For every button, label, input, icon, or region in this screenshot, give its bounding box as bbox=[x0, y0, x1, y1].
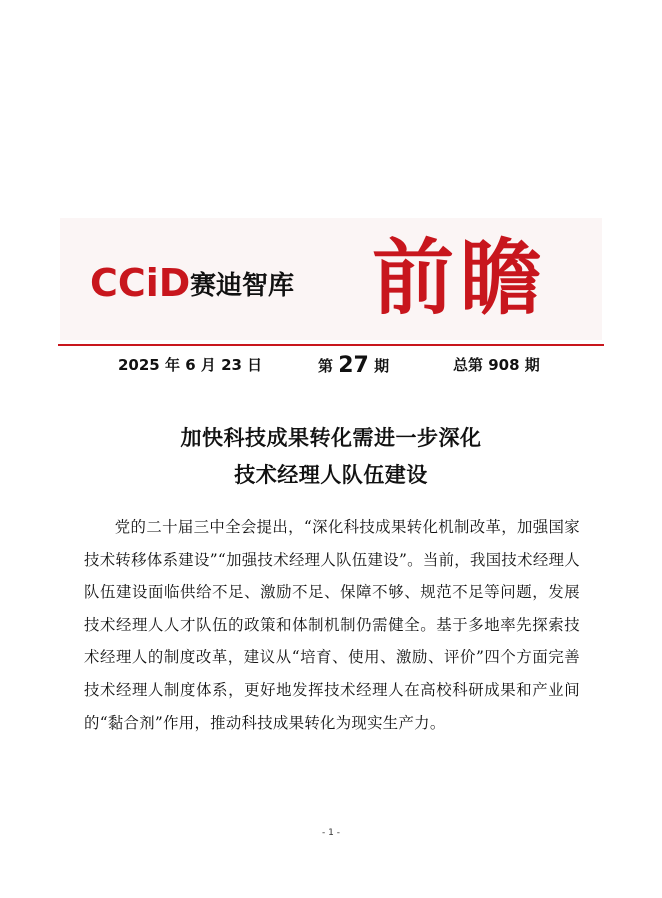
issue-date: 2025 年 6 月 23 日 bbox=[118, 356, 263, 374]
issue-info bbox=[0, 352, 662, 378]
article-title-line-2: 技术经理人队伍建设 bbox=[234, 463, 428, 487]
logo-latin-text: CCiD bbox=[90, 261, 191, 305]
issue-number-suffix: 期 bbox=[374, 357, 390, 375]
article-title-line-1: 加快科技成果转化需进一步深化 bbox=[180, 426, 482, 450]
logo-cn-text: 赛迪智库 bbox=[190, 271, 295, 301]
page-number: - 1 - bbox=[322, 828, 340, 838]
issue-number-value: 27 bbox=[338, 353, 369, 378]
masthead-graphic bbox=[0, 218, 662, 340]
issue-total: 总第 908 期 bbox=[453, 356, 540, 374]
masthead bbox=[0, 218, 662, 340]
article-abstract: 党的二十届三中全会提出，“深化科技成果转化机制改革，加强国家技术转移体系建设”“加强技术经理人队伍建设”。当前，我国技术经理人队伍建设面临供给不足、激励不足、保障不够、规范不足等问题，发展技术经理人人才队伍的政策和体制机制仍需健全。基于多地率先探索技术经理人的制度改革，建议从“培育、使用、激励、评价”四个方面完善技术经理人制度体系，更好地发挥技术经理人在高校科研成果和产业间的“黏合剂”作用，推动科技成果转化为现实生产力。 bbox=[84, 518, 580, 732]
issue-number-prefix: 第 bbox=[318, 357, 334, 375]
masthead-divider bbox=[58, 344, 604, 346]
brand-calligraphy: 前瞻 bbox=[372, 230, 549, 326]
issue-number bbox=[318, 352, 389, 377]
